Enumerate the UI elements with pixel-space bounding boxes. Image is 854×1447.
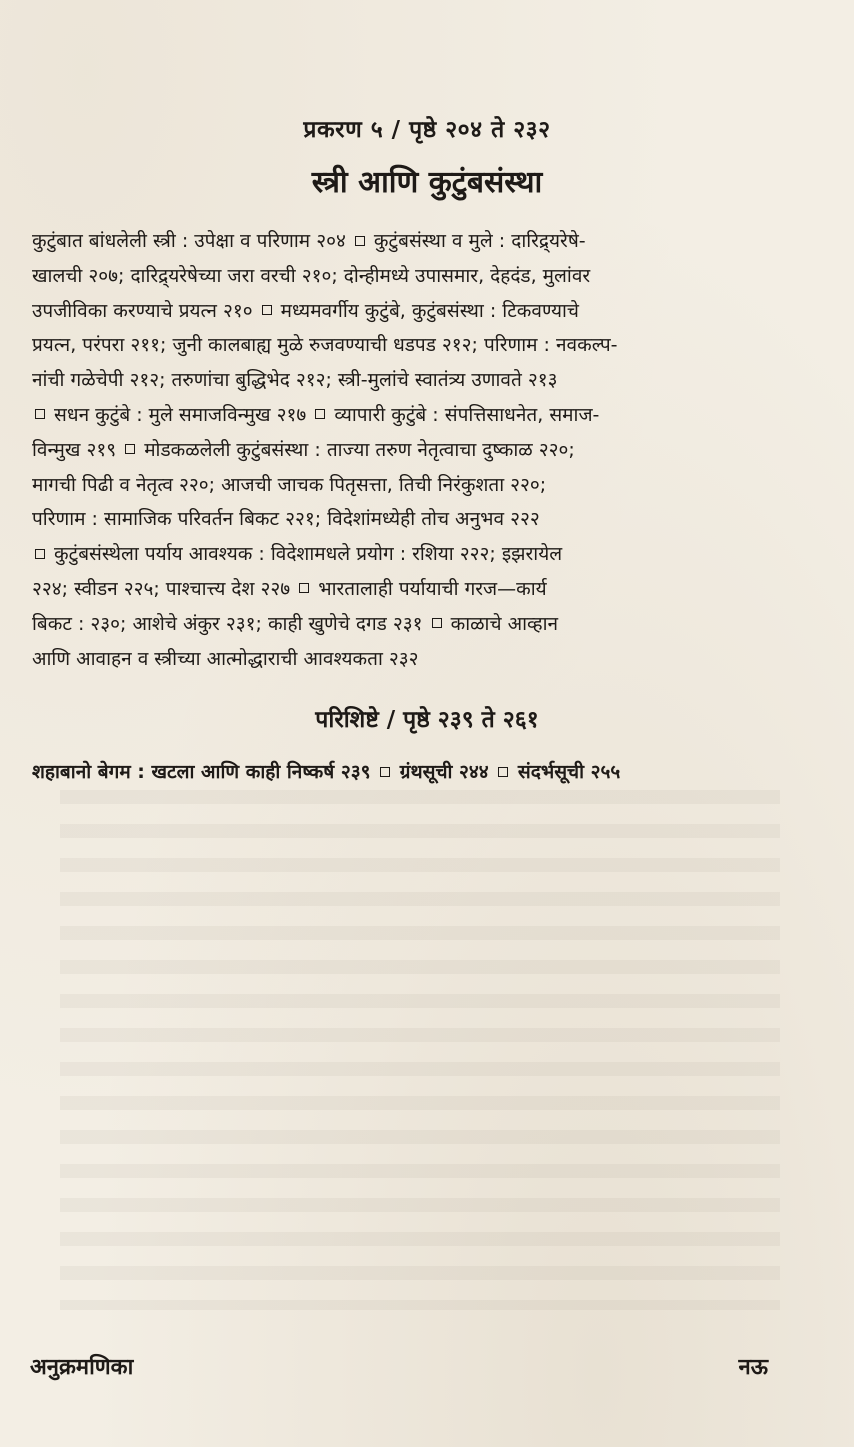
square-separator-icon	[432, 618, 442, 628]
square-separator-icon	[498, 767, 508, 777]
toc-line	[32, 572, 824, 607]
toc-body	[32, 224, 824, 676]
footer-section-title: अनुक्रमणिका	[30, 1355, 134, 1380]
toc-text: कुटुंबसंस्थेला पर्याय आवश्यक : विदेशामधले प्रयोग : रशिया २२२; इझरायेल	[48, 543, 563, 566]
square-separator-icon	[315, 409, 325, 419]
toc-line	[32, 607, 824, 642]
appendix-item: ग्रंथसूची २४४	[393, 761, 496, 783]
chapter-title: स्त्री आणि कुटुंबसंस्था	[311, 165, 543, 200]
toc-text: कुटुंबात बांधलेली स्त्री : उपेक्षा व परिणाम २०४	[32, 230, 352, 252]
toc-text: काळाचे आव्हान	[444, 612, 559, 635]
toc-text: प्रयत्न, परंपरा २११; जुनी कालबाह्य मुळे रुजवण्याची धडपड २१२; परिणाम : नवकल्प-	[32, 334, 618, 357]
toc-line	[32, 398, 824, 433]
toc-text: नांची गळेचेपी २१२; तरुणांचा बुद्धिभेद २१२; स्त्री-मुलांचे स्वातंत्र्य उणावते २१३	[32, 369, 558, 392]
appendix-item: शहाबानो बेगम : खटला आणि काही निष्कर्ष २३९	[32, 761, 378, 783]
toc-text: कुटुंबसंस्था व मुले : दारिद्र्यरेषे-	[367, 230, 586, 252]
square-separator-icon	[299, 583, 309, 593]
toc-line	[32, 224, 824, 259]
appendix-item: संदर्भसूची २५५	[511, 761, 621, 783]
toc-line	[32, 642, 824, 677]
toc-line	[32, 363, 824, 398]
chapter-heading: प्रकरण ५ / पृष्ठे २०४ ते २३२	[303, 117, 551, 143]
toc-line	[32, 537, 824, 572]
appendix-line	[32, 758, 832, 784]
square-separator-icon	[355, 236, 365, 246]
toc-line	[32, 294, 824, 329]
toc-line	[32, 502, 824, 537]
show-through-texture	[60, 790, 780, 1310]
toc-text: बिकट : २३०; आशेचे अंकुर २३१; काही खुणेचे दगड २३१	[32, 612, 429, 635]
toc-text: २२४; स्वीडन २२५; पाश्चात्त्य देश २२७	[32, 577, 297, 600]
square-separator-icon	[35, 409, 45, 419]
toc-text: मोडकळलेली कुटुंबसंस्था : ताज्या तरुण नेतृत्वाचा दुष्काळ २२०;	[138, 438, 575, 461]
toc-text: व्यापारी कुटुंबे : संपत्तिसाधनेत, समाज-	[328, 403, 600, 426]
toc-text: विन्मुख २१९	[32, 438, 123, 461]
toc-line	[32, 259, 824, 294]
toc-text: मागची पिढी व नेतृत्व २२०; आजची जाचक पितृसत्ता, तिची निरंकुशता २२०;	[32, 473, 547, 496]
square-separator-icon	[35, 549, 45, 559]
toc-text: मध्यमवर्गीय कुटुंबे, कुटुंबसंस्था : टिकवण्याचे	[274, 299, 579, 322]
toc-text: खालची २०७; दारिद्र्यरेषेच्या जरा वरची २१०; दोन्हीमध्ये उपासमार, देहदंड, मुलांवर	[32, 264, 591, 287]
toc-line	[32, 433, 824, 468]
toc-text: उपजीविका करण्याचे प्रयत्न २१०	[32, 299, 259, 322]
toc-line	[32, 468, 824, 503]
toc-text: परिणाम : सामाजिक परिवर्तन बिकट २२१; विदेशांमध्येही तोच अनुभव २२२	[32, 508, 540, 531]
toc-text: भारतालाही पर्यायाची गरज—कार्य	[312, 577, 547, 600]
square-separator-icon	[125, 444, 135, 454]
square-separator-icon	[380, 767, 390, 777]
toc-text: आणि आवाहन व स्त्रीच्या आत्मोद्धाराची आवश्यकता २३२	[32, 647, 419, 670]
toc-text: सधन कुटुंबे : मुले समाजविन्मुख २१७	[48, 403, 313, 426]
page-number: नऊ	[738, 1355, 768, 1380]
toc-line	[32, 328, 824, 363]
appendix-heading: परिशिष्टे / पृष्ठे २३९ ते २६१	[315, 707, 539, 733]
square-separator-icon	[262, 305, 272, 315]
